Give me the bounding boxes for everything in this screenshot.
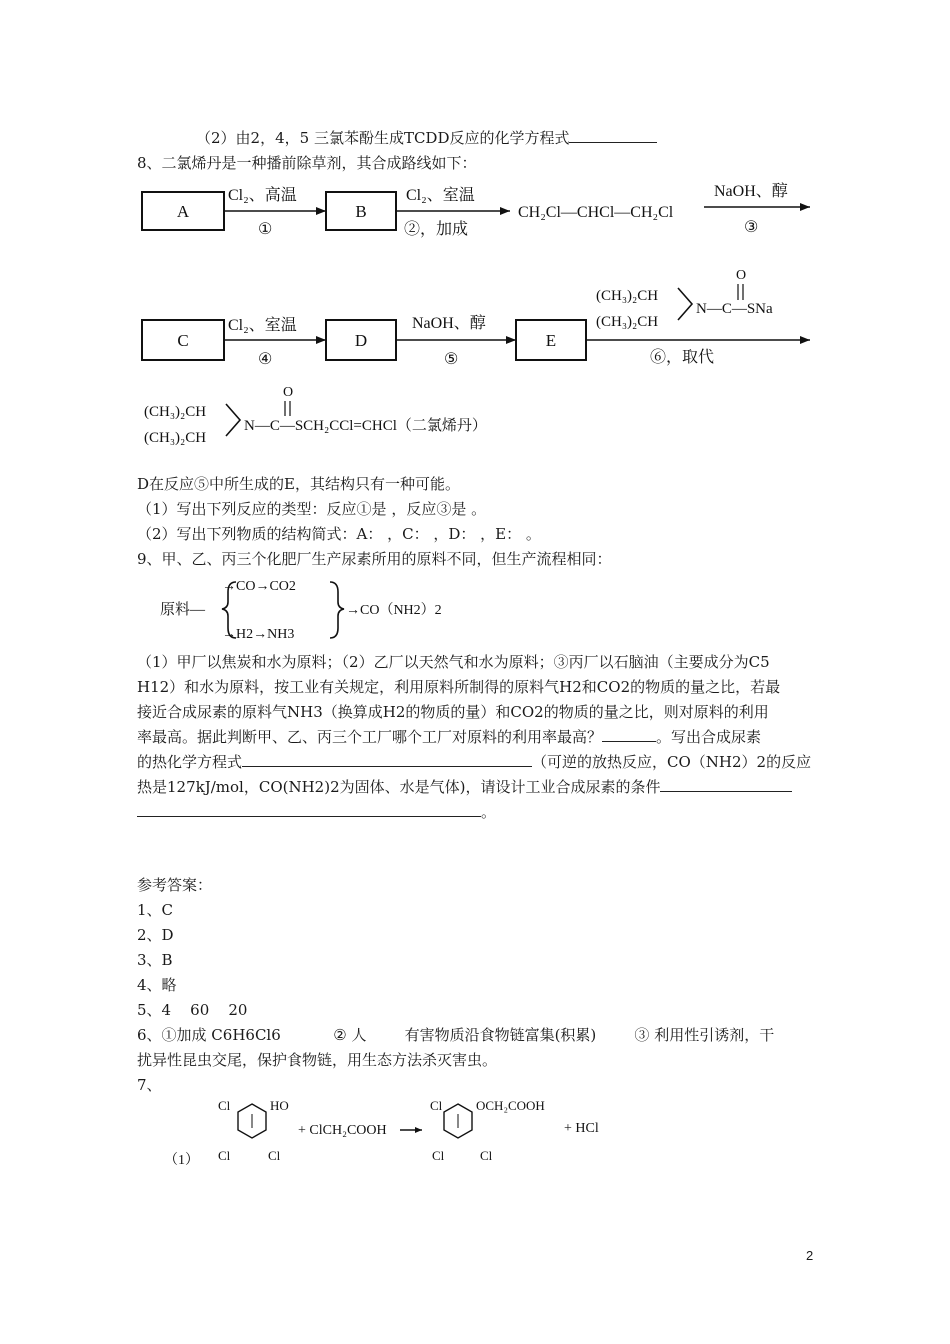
reagent-group-1: (CH₃)₂CH [596,288,659,304]
q8-synthesis-row1 [130,172,820,242]
q9-flow-diagram [150,572,480,644]
page-number: 2 [806,1248,814,1263]
arrow-5-bottom: ⑤ [444,351,459,368]
arrow-2-top: Cl₂、室温 [406,187,475,204]
reaction-byproduct: + HCl [564,1121,599,1136]
q8-synthesis-row2 [130,262,820,372]
q8-intro: 8、二氯烯丹是一种播前除草剂，其合成路线如下： [137,154,477,172]
flow-top: →CO→CO2 [222,579,296,594]
q9-para-1: （1）甲厂以焦炭和水为原料；（2）乙厂以天然气和水为原料；③丙厂以石脑油（主要成分为C5 [137,653,770,671]
box-d-label: D [354,331,368,350]
q7-part2-blank [569,128,657,143]
q9-para-4b: 。写出合成尿素 [656,728,762,746]
arrow-2-head [500,207,510,215]
product-group-1: (CH₃)₂CH [144,404,207,420]
answer-7-reaction [160,1090,630,1170]
answers-heading: 参考答案： [137,876,213,894]
q9-para-6 [137,777,792,797]
box-e-label: E [545,331,557,350]
q8-product-structure [140,380,600,450]
arrow-1-head [316,207,326,215]
arrow-5-top: NaOH、醇 [412,315,486,332]
answer-3: 3、B [137,951,173,969]
box-a-label: A [176,202,190,221]
q8-sub1: （1）写出下列反应的类型：反应①是 ，反应③是 。 [137,500,487,518]
q9-para-4a: 率最高。据此判断甲、乙、丙三个工厂哪个工厂对原料的利用率最高？ [137,728,603,746]
q8-note: D在反应⑤中所生成的E，其结构只有一种可能。 [137,475,460,493]
answer-1: 1、C [137,901,174,919]
q9-para-5 [137,752,811,772]
reagent-tail: N—C—SNa [696,301,773,317]
arrow-4-bottom: ④ [258,351,273,368]
chain-formula: CH₂Cl—CHCl—CH₂Cl [518,204,674,221]
arrow-1-bottom: ① [258,221,273,238]
q9-para-7b: 。 [481,803,497,821]
q7-part2-label: （2）由2，4，5 三氯苯酚生成TCDD反应的化学方程式 [196,129,570,147]
arrow-3-top: NaOH、醇 [714,183,788,200]
answer-6-line2: 扰异性昆虫交尾，保护食物链，用生态方法杀灭害虫。 [137,1051,498,1069]
answer-2: 2、D [137,926,174,944]
arrow-2-bottom: ②，加成 [404,221,469,238]
arrow-3-head [800,203,810,211]
q9-intro: 9、甲、乙、丙三个化肥厂生产尿素所用的原料不同，但生产流程相同： [137,550,612,568]
answer-4: 4、略 [137,976,177,994]
product-tail: N—C—SCH₂CCl=CHCl（二氯烯丹） [244,418,487,434]
q9-para-5a: 的热化学方程式 [137,753,243,771]
arrow-4-head [316,336,326,344]
product-cl-bottom-right: Cl [480,1148,493,1163]
arrow-5-head [506,336,516,344]
reaction-reagent: + ClCH₂COOH [298,1123,387,1138]
reactant-cl-bottom-right: Cl [268,1148,281,1163]
arrow-6-head [800,336,810,344]
answer-5: 5、4 60 20 [137,1001,248,1019]
arrow-3-bottom: ③ [744,219,759,236]
product-bracket [226,404,240,436]
reactant-cl-top: Cl [218,1098,231,1113]
q9-para-3: 接近合成尿素的原料气NH3（换算成H2的物质的量）和CO2的物质的量之比，则对原料的利用 [137,703,769,721]
flow-right-brace [330,582,344,638]
q9-blank-factory [602,727,656,742]
box-c-label: C [177,331,189,350]
reactant-cl-bottom-left: Cl [218,1148,231,1163]
arrow-1-top: Cl₂、高温 [228,187,297,204]
flow-bottom: →H2→NH3 [222,627,295,642]
product-cl-top: Cl [430,1098,443,1113]
q7-part2-line [196,128,657,148]
answer-7: 7、 [137,1076,162,1094]
box-b-label: B [355,202,367,221]
product-oxygen: O [283,385,294,400]
q9-blank-conditions-cont [137,802,481,817]
arrow-6-bottom: ⑥，取代 [650,349,715,366]
q9-para-5b: （可逆的放热反应，CO（NH2）2的反应 [532,753,812,771]
arrow-4-top: Cl₂、室温 [228,317,297,334]
reagent-oxygen: O [736,268,747,283]
flow-source: 原料— [160,602,206,618]
q9-para-2: H12）和水为原料，按工业有关规定，利用原料所制得的原料气H2和CO2的物质的量之比，若最 [137,678,781,696]
q9-blank-conditions [660,777,792,792]
answer-6-line1: 6、①加成 C6H6Cl6 ② 人 有害物质沿食物链富集(积累) ③ 利用性引诱剂，干 [137,1026,775,1044]
reactant-ho: HO [270,1098,289,1113]
flow-product: →CO（NH2）2 [346,603,442,618]
q9-para-4 [137,727,761,747]
reagent-group-2: (CH₃)₂CH [596,314,659,330]
q9-blank-equation [242,752,532,767]
q9-para-7 [137,802,496,822]
reaction-arrow-head [415,1127,422,1133]
q9-para-6a: 热是127kJ/mol，CO(NH2)2为固体、水是气体)，请设计工业合成尿素的条件 [137,778,661,796]
product-group-2: (CH₃)₂CH [144,430,207,446]
product-substituent: OCH₂COOH [476,1098,545,1113]
q8-sub2: （2）写出下列物质的结构简式：A： ，C： ，D： ，E： 。 [137,525,541,543]
product-cl-bottom-left: Cl [432,1148,445,1163]
reagent-bracket [678,288,692,320]
answer-7-part1-label: （1） [164,1153,199,1168]
